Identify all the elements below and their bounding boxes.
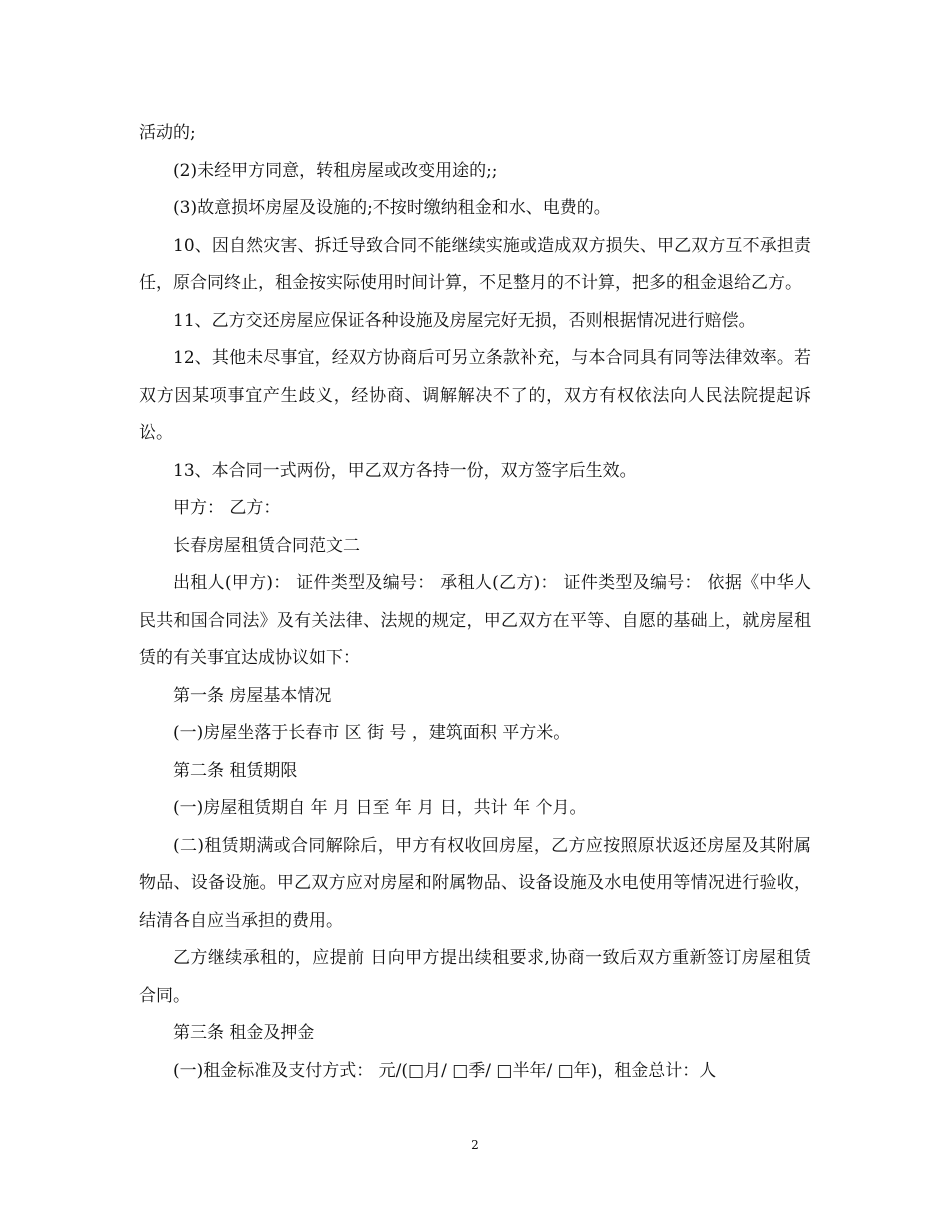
page-number: 2 [471,1138,479,1152]
section-heading: 长春房屋租赁合同范文二 [173,535,360,556]
signature-line: 甲方： 乙方： [173,498,281,518]
paragraph: 活动的; [139,123,196,143]
paragraph: (2)未经甲方同意，转租房屋或改变用途的;; [173,160,498,181]
paragraph: 11、乙方交还房屋应保证各种设施及房屋完好无损，否则根据情况进行赔偿。 [173,310,756,331]
paragraph: 12、其他未尽事宜，经双方协商后可另立条款补充，与本合同具有同等法律效率。若双方因某项事宜产生歧义，经协商、调解解决不了的，双方有权依法向人民法院提起诉讼。 [139,348,811,443]
article-heading: 第三条 租金及押金 [173,1023,315,1043]
article-heading: 第一条 房屋基本情况 [173,685,332,706]
paragraph: 10、因自然灾害、拆迁导致合同不能继续实施或造成双方损失、甲乙双方互不承担责任，原合同终止，租金按实际使用时间计算，不足整月的不计算，把多的租金退给乙方。 [139,235,811,293]
paragraph: (3)故意损坏房屋及设施的;不按时缴纳租金和水、电费的。 [173,198,611,218]
paragraph: 乙方继续承租的，应提前 日向甲方提出续租要求,协商一致后双方重新签订房屋租赁合同。 [139,948,811,1006]
article-heading: 第二条 租赁期限 [173,760,298,781]
paragraph: (二)租赁期满或合同解除后，甲方有权收回房屋，乙方应按照原状返还房屋及其附属物品、设备设施。甲乙双方应对房屋和附属物品、设备设施及水电使用等情况进行验收，结清各自应当承担的费用。 [139,835,811,931]
document-body [139,115,811,1090]
paragraph: (一)房屋租赁期自 年 月 日至 年 月 日，共计 年 个月。 [173,798,587,818]
paragraph: (一)租金标准及支付方式： 元/(□月/ □季/ □半年/ □年)，租金总计：人 [173,1060,717,1081]
paragraph: 出租人(甲方)： 证件类型及编号： 承租人(乙方)： 证件类型及编号： 依据《中华人民共和国合同法》及有关法律、法规的规定，甲乙双方在平等、自愿的基础上，就房屋租赁的有关事宜达成协议如下： [139,573,811,668]
paragraph: (一)房屋坐落于长春市 区 街 号 ，建筑面积 平方米。 [173,723,571,743]
paragraph: 13、本合同一式两份，甲乙双方各持一份，双方签字后生效。 [173,460,637,481]
